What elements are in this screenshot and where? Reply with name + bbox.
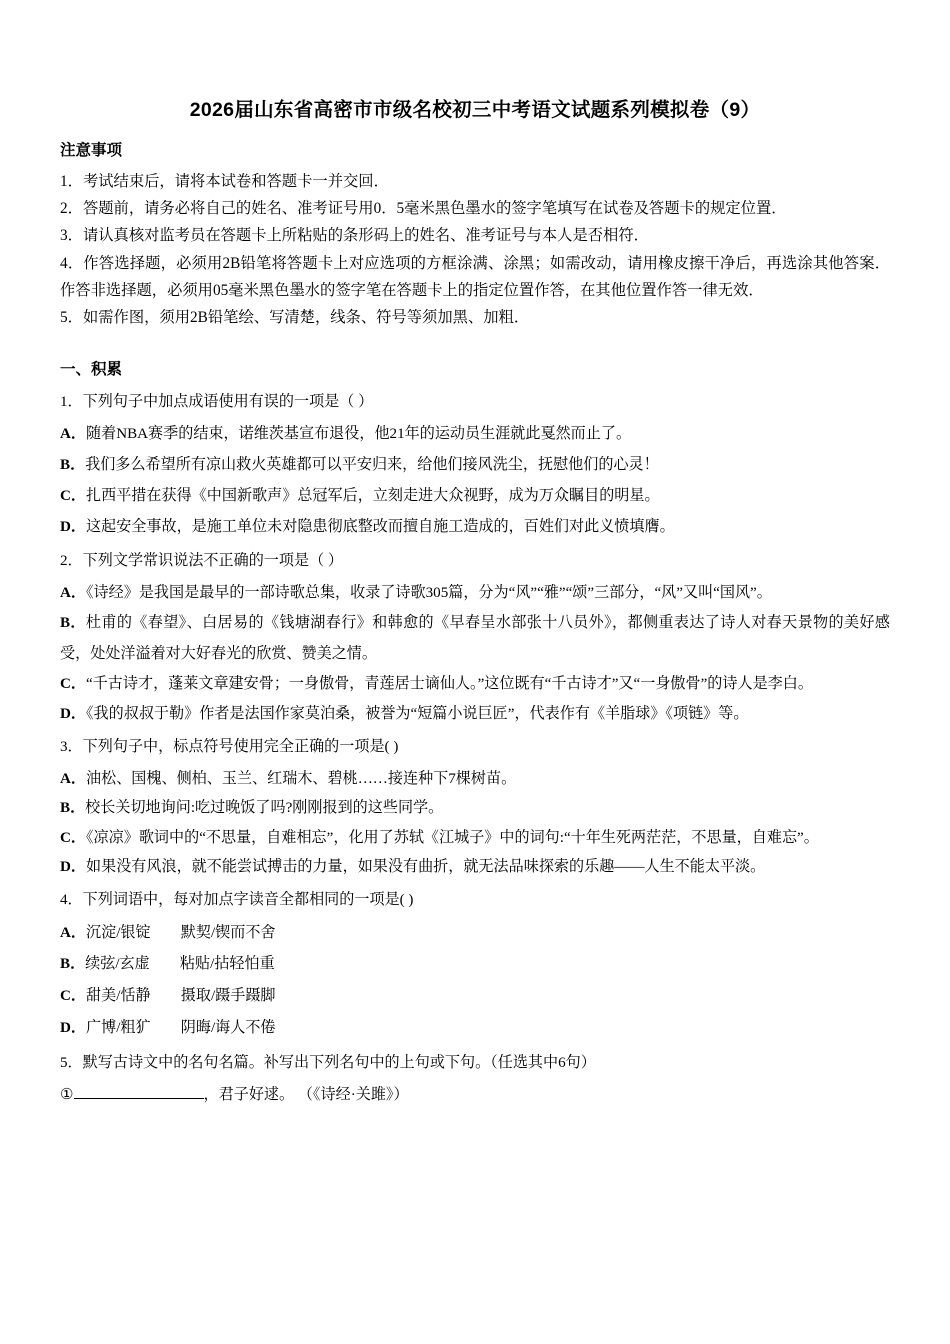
option-letter: B． — [60, 615, 86, 632]
option-c — [60, 481, 890, 512]
option-b — [60, 450, 890, 481]
option-a — [60, 419, 890, 450]
option-text: 如果没有风浪，就不能尝试搏击的力量，如果没有曲折，就无法品味探索的乐趣——人生不能太平淡。 — [86, 858, 766, 875]
option-letter: A． — [60, 585, 86, 602]
option-c — [60, 824, 890, 853]
option-text: 这起安全事故，是施工单位未对隐患彻底整改而擅自施工造成的，百姓们对此义愤填膺。 — [86, 518, 675, 535]
option-b — [60, 949, 890, 981]
option-text: 扎西平措在获得《中国新歌声》总冠军后，立刻走进大众视野，成为万众瞩目的明星。 — [86, 488, 660, 504]
answer-blank[interactable] — [74, 1098, 204, 1099]
question-text: 默写古诗文中的名句名篇。补写出下列名句中的上句或下句。（任选其中6句） — [82, 1054, 596, 1071]
option-text: 《凉凉》歌词中的“不思量，自难相忘”，化用了苏轼《江城子》中的词句:“十年生死两茫茫，不思量，自难忘”。 — [86, 829, 819, 846]
question-stem — [60, 547, 890, 576]
option-letter: A． — [60, 426, 86, 443]
option-letter: D． — [60, 706, 86, 723]
option-text: 随着NBA赛季的结束，诺维茨基宣布退役，他21年的运动员生涯就此戛然而止了。 — [86, 426, 632, 443]
option-letter: C． — [60, 829, 86, 846]
notice-heading: 注意事项 — [60, 142, 123, 160]
question-stem — [60, 1049, 890, 1078]
notice-item: 2．答题前，请务必将自己的姓名、准考证号用0．5毫米黑色墨水的签字笔填写在试卷及答题卡的规定位置． — [60, 200, 787, 218]
option-text: 沉淀/银锭 默契/锲而不舍 — [86, 924, 276, 941]
option-c — [60, 669, 890, 699]
notice-list — [60, 168, 890, 331]
notice-item: 4．作答选择题，必须用2B铅笔将答题卡上对应选项的方框涂满、涂黑；如需改动，请用橡皮擦干净后，再选涂其他答案．作答非选择题，必须用05毫米黑色墨水的签字笔在答题卡上的指定位置作答，在其他位置作答一律无效． — [60, 254, 890, 299]
option-text: 油松、国槐、侧柏、玉兰、红瑞木、碧桃……接连种下7棵树苗。 — [86, 770, 517, 787]
question-block — [60, 547, 890, 729]
question-stem — [60, 733, 890, 762]
option-letter: D． — [60, 858, 86, 875]
option-letter: C． — [60, 988, 86, 1005]
option-letter: B． — [60, 800, 86, 817]
option-text: 《诗经》是我国是最早的一部诗歌总集，收录了诗歌305篇，分为“风”“雅”“颂”三部分，“风”又叫“国风”。 — [86, 585, 772, 602]
option-letter: A． — [60, 770, 86, 787]
option-letter: D． — [60, 518, 86, 535]
notice-item: 3．请认真核对监考员在答题卡上所粘贴的条形码上的姓名、准考证号与本人是否相符． — [60, 227, 649, 245]
question-block — [60, 1049, 890, 1111]
option-letter: B． — [60, 457, 86, 474]
section-heading: 一、积累 — [60, 361, 123, 379]
option-text: 《我的叔叔于勒》作者是法国作家莫泊桑，被誉为“短篇小说巨匠”，代表作有《羊脂球》《项链》等。 — [86, 706, 749, 723]
option-text: 甜美/恬静 摄取/蹑手蹑脚 — [86, 988, 276, 1005]
question-number: 2． — [60, 552, 83, 569]
question-block — [60, 733, 890, 882]
option-d — [60, 512, 890, 543]
option-text: 我们多么希望所有凉山救火英雄都可以平安归来，给他们接风洗尘，抚慰他们的心灵！ — [85, 457, 659, 474]
option-text: 校长关切地询问:吃过晚饭了吗?刚刚报到的这些同学。 — [85, 800, 444, 817]
option-letter: D． — [60, 1019, 86, 1036]
question-number: 3． — [60, 739, 83, 756]
option-d — [60, 1013, 890, 1045]
option-a — [60, 765, 890, 794]
fill-item-after: ，君子好逑。 （《诗经·关雎》） — [203, 1086, 409, 1103]
option-b — [60, 794, 890, 823]
fill-in-item — [60, 1080, 890, 1111]
question-text: 下列词语中，每对加点字读音全都相同的一项是( ) — [82, 892, 414, 909]
question-block — [60, 388, 890, 543]
question-text: 下列句子中，标点符号使用完全正确的一项是( ) — [82, 739, 399, 756]
option-d — [60, 699, 890, 729]
option-text: 广博/粗犷 阴晦/诲人不倦 — [86, 1019, 276, 1036]
option-c — [60, 981, 890, 1013]
question-block — [60, 886, 890, 1044]
question-text: 下列文学常识说法不正确的一项是（ ） — [82, 552, 344, 569]
option-a — [60, 578, 890, 608]
question-number: 1． — [60, 393, 83, 410]
page-title: 2026届山东省高密市市级名校初三中考语文试题系列模拟卷（9） — [189, 99, 761, 121]
option-text: 杜甫的《春望》、白居易的《钱塘湖春行》和韩愈的《早春呈水部张十八员外》，都侧重表达了诗人对春天景物的美好感受，处处洋溢着对大好春光的欣赏、赞美之情。 — [60, 615, 890, 662]
option-letter: B． — [60, 956, 86, 973]
option-b — [60, 608, 890, 668]
option-text: “千古诗才，蓬莱文章建安骨；一身傲骨，青莲居士谪仙人。”这位既有“千古诗才”又“一身傲骨”的诗人是李白。 — [86, 675, 813, 692]
option-a — [60, 918, 890, 950]
notice-item: 5．如需作图，须用2B铅笔绘、写清楚，线条、符号等须加黑、加粗． — [60, 309, 530, 327]
question-text: 下列句子中加点成语使用有误的一项是（ ） — [82, 393, 374, 410]
option-letter: C． — [60, 675, 86, 692]
question-number: 5． — [60, 1054, 83, 1071]
fill-item-mark: ① — [60, 1086, 74, 1103]
notice-item: 1．考试结束后，请将本试卷和答题卡一并交回． — [60, 173, 389, 191]
option-letter: A． — [60, 924, 86, 941]
question-number: 4． — [60, 892, 83, 909]
option-text: 续弦/玄虚 粘贴/拈轻怕重 — [85, 956, 275, 973]
option-d — [60, 853, 890, 882]
question-stem — [60, 388, 890, 417]
question-stem — [60, 886, 890, 915]
option-letter: C． — [60, 488, 86, 504]
